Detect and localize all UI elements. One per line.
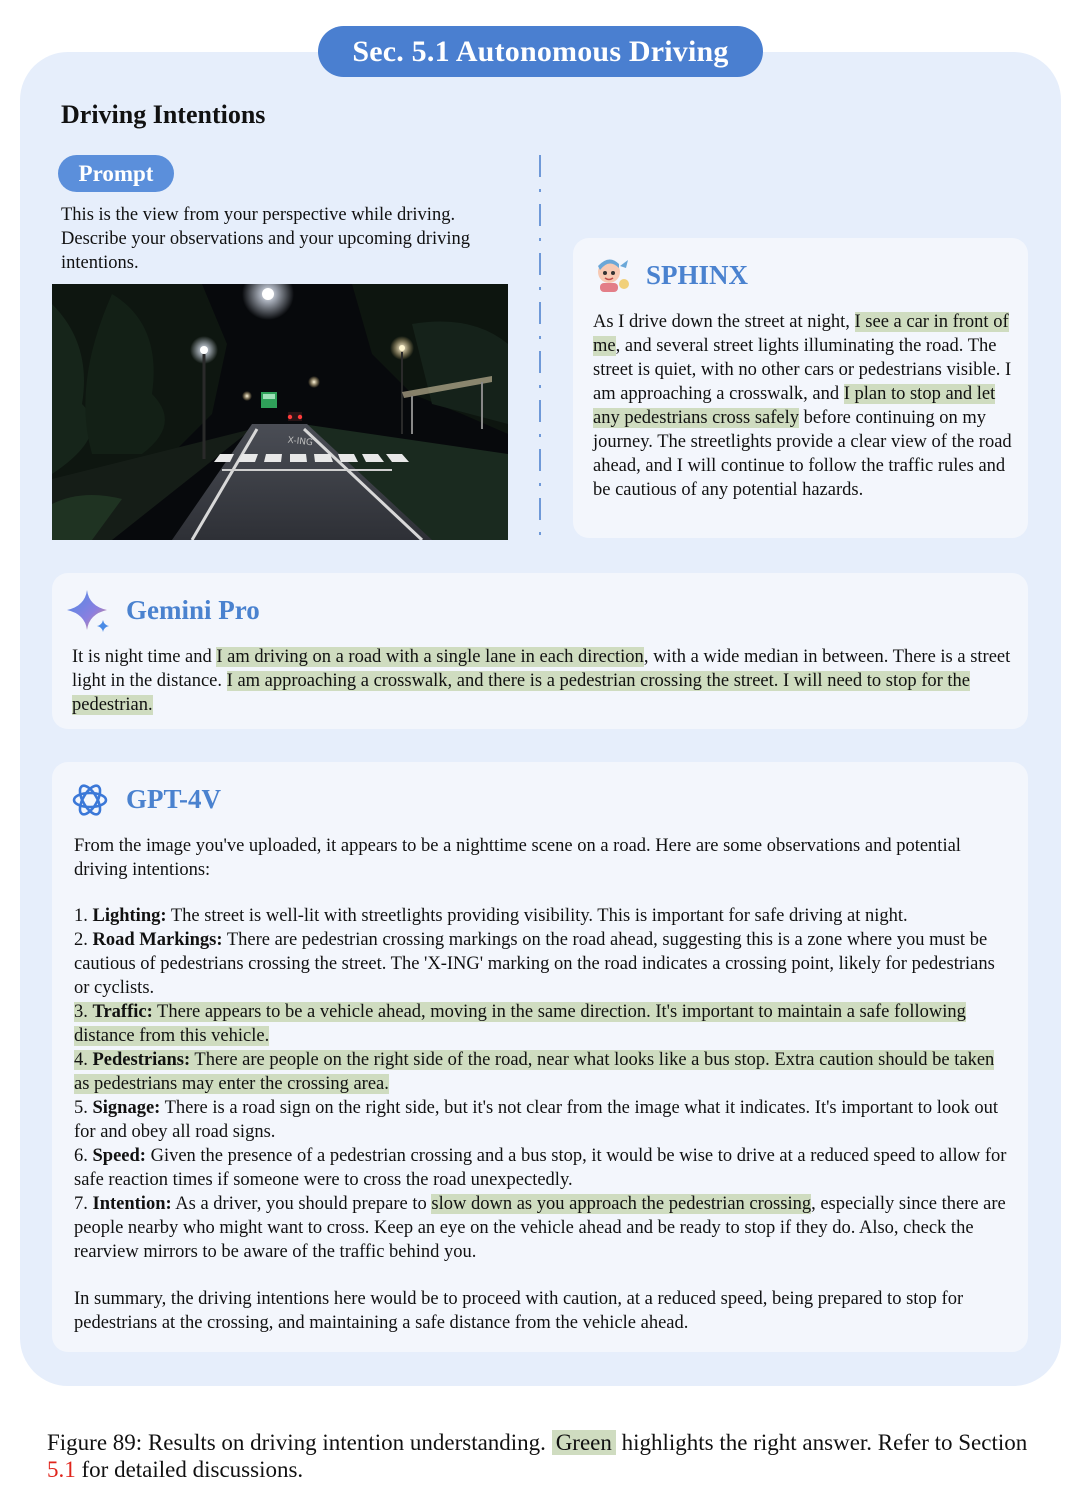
caption-green-swatch: Green: [552, 1430, 616, 1455]
prompt-text: This is the view from your perspective while driving. Describe your observations and your upcoming driving intentions.: [61, 205, 470, 273]
list-item: 2. Road Markings: There are pedestrian crossing markings on the road ahead, suggesting this is a zone where you must be cautious of pedestrians crossing the street. The 'X-ING' marking on the road indicates a crossing point, likely for pedestrians or cyclists.: [74, 930, 995, 998]
gpt4v-intro: From the image you've uploaded, it appears to be a nighttime scene on a road. Here are some observations and potential driving intentions:: [74, 836, 961, 880]
list-item: 6. Speed: Given the presence of a pedestrian crossing and a bus stop, it would be wise to drive at a reduced speed to allow for safe reaction times if someone were to cross the road unexpectedly.: [74, 1146, 1007, 1190]
figure-caption: Figure 89: Results on driving intention understanding. Green highlights the right answer. Refer to Section 5.1 for detailed discussions.: [47, 1430, 1028, 1482]
gpt4v-summary: In summary, the driving intentions here would be to proceed with caution, at a reduced speed, being prepared to stop for pedestrians at the crossing, and maintaining a safe distance from the vehicle ahead.: [74, 1289, 964, 1333]
page-heading: Driving Intentions: [61, 100, 266, 129]
road-marking-text: X-ING: [287, 435, 314, 449]
gemini-response: It is night time and I am driving on a road with a single lane in each direction, with a wide median in between. There is a street light in the distance. I am approaching a crosswalk, and there is a pedestrian crossing the street. I will need to stop for the pedestrian.: [72, 647, 1011, 715]
column-divider: [539, 155, 541, 540]
sphinx-title: SPHINX: [646, 260, 749, 290]
gemini-highlight-1: I am driving on a road with a single lane in each direction: [216, 647, 644, 667]
robot-mascot-icon: [592, 256, 632, 296]
list-item: 7. Intention: As a driver, you should prepare to slow down as you approach the pedestrian crossing, especially since there are people nearby who might want to cross. Keep an eye on the vehicle ahead and be ready to stop if they do. Also, check the rearview mirrors to be aware of the traffic behind you.: [74, 1194, 1006, 1262]
gpt4v-title: GPT-4V: [126, 784, 222, 814]
prompt-label: Prompt: [58, 155, 174, 192]
list-item: 5. Signage: There is a road sign on the right side, but it's not clear from the image what it indicates. It's important to look out for and obey all road signs.: [74, 1098, 998, 1142]
section-title: Sec. 5.1 Autonomous Driving: [318, 26, 763, 77]
section-reference-link[interactable]: 5.1: [47, 1457, 76, 1482]
sphinx-highlight-2: I plan to stop and let any pedestrians cross safely: [593, 384, 996, 428]
gemini-title: Gemini Pro: [126, 595, 260, 625]
gpt4v-list: [74, 904, 1014, 1264]
sphinx-highlight-1: I see a car in front of me: [593, 312, 1009, 356]
gemini-highlight-2: I am approaching a crosswalk, and there is a pedestrian crossing the street. I will need to stop for the pedestrian.: [72, 671, 971, 715]
night-road-illustration: [52, 284, 508, 540]
driving-scene-image: [52, 284, 508, 540]
sphinx-response: As I drive down the street at night, I see a car in front of me, and several street lights illuminating the road. The street is quiet, with no other cars or pedestrians visible. I am approaching a crosswalk, and I plan to stop and let any pedestrians cross safely before continuing on my journey. The streetlights provide a clear view of the road ahead, and I will continue to follow the traffic rules and be cautious of any potential hazards.: [593, 312, 1012, 500]
list-item: 4. Pedestrians: There are people on the right side of the road, near what looks like a bus stop. Extra caution should be taken as pedestrians may enter the crossing area.: [74, 1050, 995, 1094]
openai-knot-icon: [70, 780, 110, 820]
sparkle-icon: [67, 590, 113, 634]
list-item: 1. Lighting: The street is well-lit with streetlights providing visibility. This is important for safe driving at night.: [74, 906, 908, 926]
list-item: 3. Traffic: There appears to be a vehicle ahead, moving in the same direction. It's important to maintain a safe following distance from this vehicle.: [74, 1002, 966, 1046]
